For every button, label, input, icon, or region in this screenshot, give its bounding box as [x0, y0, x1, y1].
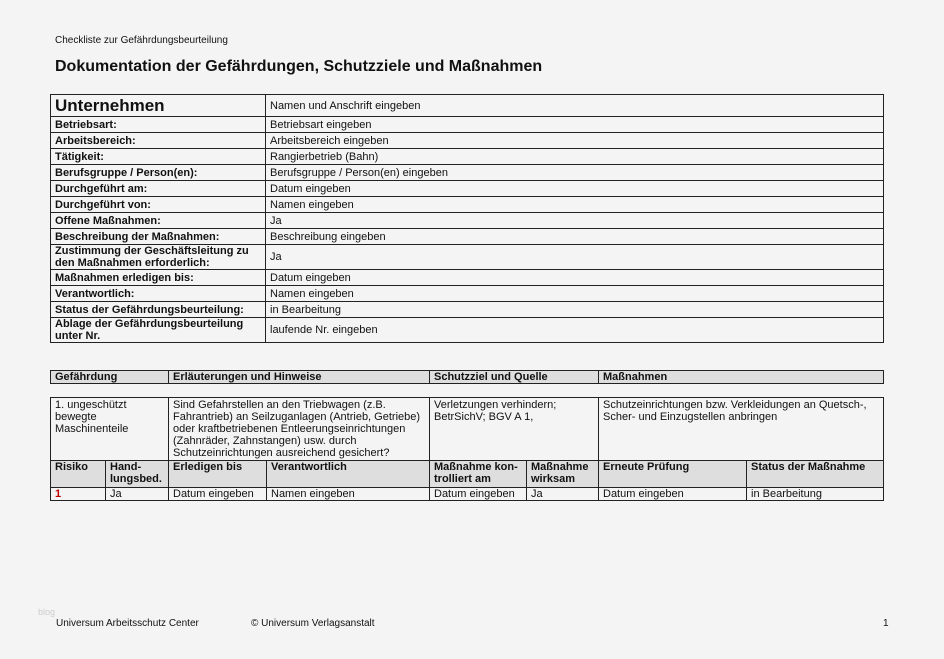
hazard-header-table — [50, 370, 884, 384]
field-row — [51, 213, 884, 229]
field-value[interactable]: Beschreibung eingeben — [266, 229, 884, 245]
field-label: Durchgeführt am: — [51, 181, 266, 197]
tracking-header-cell: Verantwortlich — [267, 461, 430, 488]
field-row — [51, 286, 884, 302]
tracking-cell[interactable]: Datum eingeben — [599, 488, 747, 501]
hazard-gefaehrdung[interactable]: 1. ungeschützt bewegte Maschinenteile — [51, 398, 169, 461]
header-gefaehrdung: Gefährdung — [51, 371, 169, 384]
footer-left: Universum Arbeitsschutz Center — [56, 618, 199, 629]
risk-value[interactable]: 1 — [51, 488, 106, 501]
field-value[interactable]: Arbeitsbereich eingeben — [266, 133, 884, 149]
tracking-header-cell: Maßnahme kon-trolliert am — [430, 461, 527, 488]
tracking-header-cell: Maßnahme wirksam — [527, 461, 599, 488]
tracking-header-cell: Status der Maßnahme — [747, 461, 884, 488]
tracking-cell[interactable]: Namen eingeben — [267, 488, 430, 501]
watermark: blog — [38, 607, 56, 617]
field-value[interactable]: Namen eingeben — [266, 286, 884, 302]
tracking-data-row — [51, 488, 884, 501]
header-schutzziel: Schutzziel und Quelle — [430, 371, 599, 384]
field-row — [51, 318, 884, 343]
tracking-header-cell: Erneute Prüfung — [599, 461, 747, 488]
tracking-cell[interactable]: Ja — [527, 488, 599, 501]
fields-body — [51, 117, 884, 343]
document-subtitle: Checkliste zur Gefährdungsbeurteilung — [55, 35, 228, 46]
field-value[interactable]: Ja — [266, 213, 884, 229]
hazard-schutzziel[interactable]: Verletzungen verhindern; BetrSichV; BGV A 1, — [430, 398, 599, 461]
field-value[interactable]: Berufsgruppe / Person(en) eingeben — [266, 165, 884, 181]
field-label: Tätigkeit: — [51, 149, 266, 165]
field-label: Berufsgruppe / Person(en): — [51, 165, 266, 181]
company-label: Unternehmen — [51, 95, 266, 117]
hazard-massnahmen[interactable]: Schutzeinrichtungen bzw. Verkleidungen an Quetsch-, Scher- und Einzugstellen anbringen — [599, 398, 884, 461]
field-value[interactable]: Datum eingeben — [266, 270, 884, 286]
field-value[interactable]: in Bearbeitung — [266, 302, 884, 318]
company-row — [51, 95, 884, 117]
tracking-cell[interactable]: Ja — [106, 488, 169, 501]
field-row — [51, 149, 884, 165]
page-number: 1 — [883, 618, 889, 629]
document-title: Dokumentation der Gefährdungen, Schutzziele und Maßnahmen — [55, 58, 543, 75]
tracking-header-row — [51, 461, 884, 488]
field-row — [51, 302, 884, 318]
field-row — [51, 270, 884, 286]
tracking-header-cell: Hand-lungsbed. — [106, 461, 169, 488]
tracking-cell[interactable]: Datum eingeben — [430, 488, 527, 501]
field-row — [51, 165, 884, 181]
header-erlaeuterungen: Erläuterungen und Hinweise — [169, 371, 430, 384]
field-row — [51, 133, 884, 149]
tracking-header-cell: Risiko — [51, 461, 106, 488]
field-label: Offene Maßnahmen: — [51, 213, 266, 229]
field-row — [51, 181, 884, 197]
field-label: Status der Gefährdungsbeurteilung: — [51, 302, 266, 318]
footer-center: © Universum Verlagsanstalt — [251, 618, 375, 629]
field-value[interactable]: Betriebsart eingeben — [266, 117, 884, 133]
field-label: Arbeitsbereich: — [51, 133, 266, 149]
field-value[interactable]: Datum eingeben — [266, 181, 884, 197]
field-label: Verantwortlich: — [51, 286, 266, 302]
field-row — [51, 245, 884, 270]
field-value[interactable]: Namen eingeben — [266, 197, 884, 213]
header-massnahmen: Maßnahmen — [599, 371, 884, 384]
tracking-header-cell: Erledigen bis — [169, 461, 267, 488]
company-info-table — [50, 94, 884, 343]
field-row — [51, 197, 884, 213]
field-label: Ablage der Gefährdungsbeurteilung unter Nr. — [51, 318, 266, 343]
field-label: Zustimmung der Geschäftsleitung zu den Maßnahmen erforderlich: — [51, 245, 266, 270]
field-value[interactable]: Ja — [266, 245, 884, 270]
tracking-cell[interactable]: in Bearbeitung — [747, 488, 884, 501]
hazard-erlaeuterung[interactable]: Sind Gefahrstellen an den Triebwagen (z.B. Fahrantrieb) an Seilzuganlagen (Antrieb, Getriebe) oder kraftbetriebenen Entleerungseinrichtungen (Zahnräder, Zahnstangen) usw. durch Schutzeinrichtungen ausreichend gesichert? — [169, 398, 430, 461]
field-value[interactable]: Rangierbetrieb (Bahn) — [266, 149, 884, 165]
field-value[interactable]: laufende Nr. eingeben — [266, 318, 884, 343]
tracking-cell[interactable]: Datum eingeben — [169, 488, 267, 501]
field-label: Betriebsart: — [51, 117, 266, 133]
field-row — [51, 117, 884, 133]
field-label: Durchgeführt von: — [51, 197, 266, 213]
field-label: Beschreibung der Maßnahmen: — [51, 229, 266, 245]
hazard-row — [51, 398, 884, 461]
hazard-table — [50, 397, 884, 501]
field-label: Maßnahmen erledigen bis: — [51, 270, 266, 286]
company-value[interactable]: Namen und Anschrift eingeben — [266, 95, 884, 117]
field-row — [51, 229, 884, 245]
